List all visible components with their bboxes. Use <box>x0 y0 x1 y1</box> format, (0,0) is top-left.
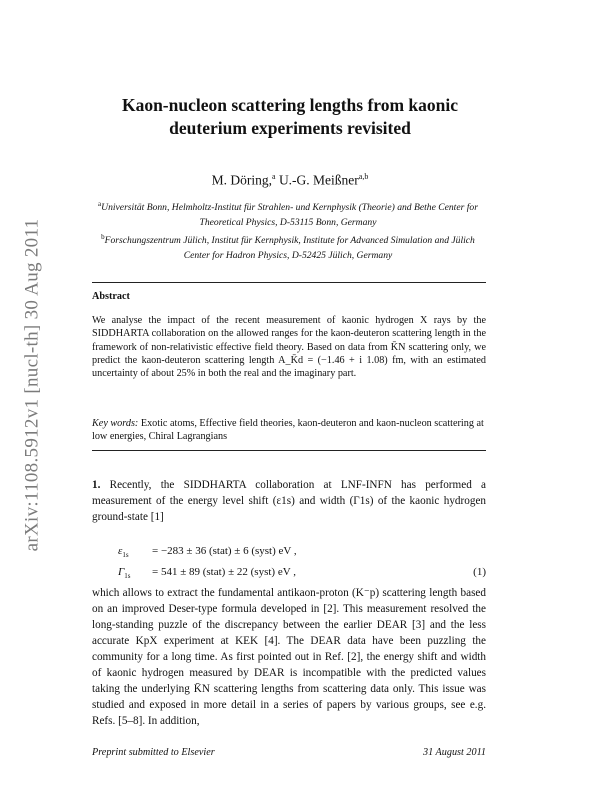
abstract-heading: Abstract <box>92 291 130 302</box>
abstract-bottom-rule <box>92 450 486 451</box>
author-2: U.-G. Meißner <box>278 172 359 188</box>
paragraph-1-text: Recently, the SIDDHARTA collaboration at LNF-INFN has performed a measurement of the energy level shift (ε1s) and width (Γ1s) of the kaonic hydrogen ground-state [1] <box>92 479 486 523</box>
section-number: 1. <box>92 479 101 491</box>
eq1-symbol: $\varepsilon_{1s}$ <box>118 545 129 560</box>
body-paragraph-1 <box>92 477 486 525</box>
arxiv-identifier-stamp <box>12 190 52 580</box>
title-line-1: Kaon-nucleon scattering lengths from kaonic <box>121 95 459 115</box>
title-line-2: deuterium experiments revisited <box>169 118 411 138</box>
affiliation-a-mark: a <box>98 200 102 208</box>
affiliation-a-text: Universität Bonn, Helmholtz-Institut für Strahlen- und Kernphysik (Theorie) and Bethe Center for Theoretical Physics, D-53115 Bonn, Germany <box>101 202 478 228</box>
equation-number: (1) <box>473 566 486 578</box>
equation-width <box>118 566 488 580</box>
arxiv-identifier-text: arXiv:1108.5912v1 [nucl-th] 30 Aug 2011 <box>21 218 43 552</box>
equation-energy-shift <box>118 545 488 559</box>
affiliation-b-text: Forschungszentrum Jülich, Institut für Kernphysik, Institute for Advanced Simulation and Jülich Center for Hadron Physics, D-52425 Jülich, Germany <box>104 235 475 261</box>
body-paragraph-2: which allows to extract the fundamental antikaon-proton (K⁻p) scattering length based on an improved Deser-type formula developed in [2]. This measurement resolved the long-standing puzzle of the discrepancy between the earlier DEAR [3] and the less accurate KpX experiment at KEK [4]. The DEAR data have been puzzling the community for a long time. As first pointed out in Ref. [2], the energy shift and width of kaonic hydrogen measured by DEAR is incompatible with the predicted values taking the underlying K̄N scattering lengths from scattering data only. This issue was studied and exposed in more detail in a series of papers by various groups, see e.g. Refs. [5–8]. In addition, <box>92 587 486 727</box>
abstract-top-rule <box>92 282 486 283</box>
eq1-rhs: = −283 ± 36 (stat) ± 6 (syst) eV , <box>152 545 297 557</box>
keywords-label: Key words: <box>92 418 139 429</box>
footer-preprint-note: Preprint submitted to Elsevier <box>92 747 215 758</box>
eq2-rhs: = 541 ± 89 (stat) ± 22 (syst) eV , <box>152 566 296 578</box>
author-2-affil-mark: a,b <box>358 172 369 181</box>
author-1-affil-mark: a <box>272 172 276 181</box>
abstract-text: We analyse the impact of the recent measurement of kaonic hydrogen X rays by the SIDDHARTA collaboration on the allowed ranges for the kaon-deuteron scattering length in the framework of non-relativistic effective field theory. Based on data from K̄N scattering only, we predict the kaon-deuteron scattering length A_K̄d = (−1.46 + i 1.08) fm, with an estimated uncertainty of about 25% in both the real and the imaginary part. <box>92 315 486 380</box>
affiliation-a <box>88 197 488 230</box>
footer-date: 31 August 2011 <box>422 747 486 758</box>
keywords <box>92 417 486 444</box>
affiliation-b-mark: b <box>101 233 105 241</box>
affiliation-b <box>88 230 488 263</box>
keywords-text: Exotic atoms, Effective field theories, kaon-deuteron and kaon-nucleon scattering at low energies, Chiral Lagrangians <box>92 418 484 443</box>
author-1: M. Döring, <box>211 172 272 188</box>
eq2-symbol: $\Gamma_{1s}$ <box>118 566 131 581</box>
author-list <box>92 172 488 189</box>
paper-title <box>92 94 488 140</box>
